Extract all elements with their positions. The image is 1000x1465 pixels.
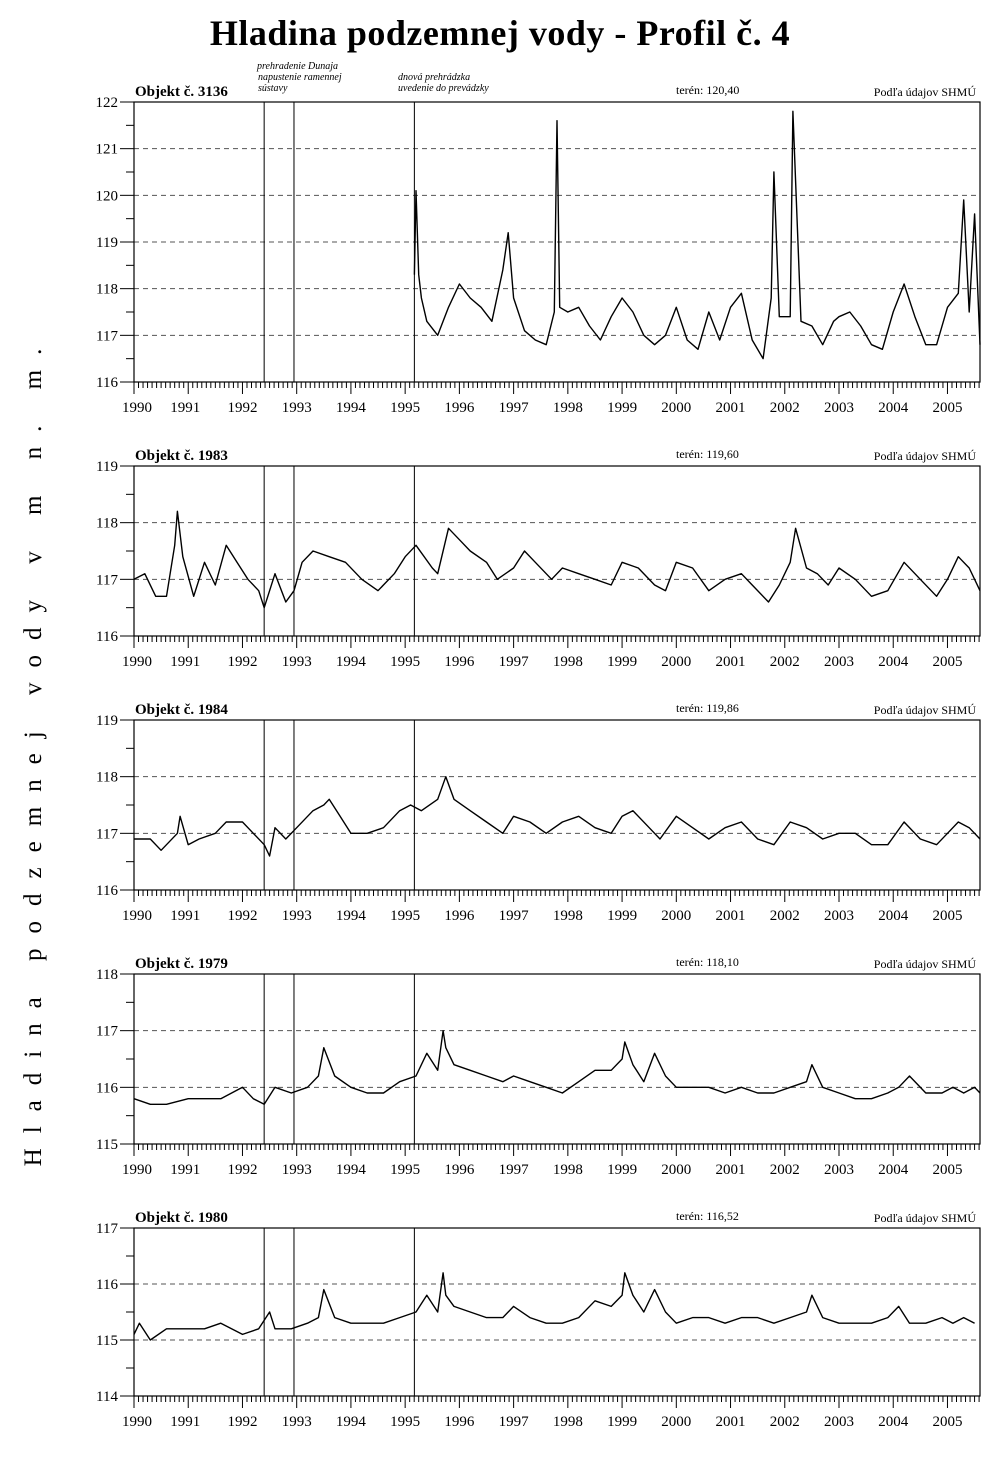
page-title: Hladina podzemnej vody - Profil č. 4 [209,13,791,53]
x-tick-label-2004: 2004 [878,654,909,670]
x-tick-label-1998: 1998 [552,908,583,924]
annotation-dnova: dnová prehrádzka [398,72,471,83]
x-tick-label-2005: 2005 [932,1162,963,1178]
x-tick-label-2005: 2005 [932,654,963,670]
x-tick-label-2001: 2001 [715,654,746,670]
x-tick-label-1992: 1992 [227,1414,258,1430]
x-tick-label-2004: 2004 [878,908,909,924]
x-tick-label-1996: 1996 [444,654,475,670]
x-tick-label-2005: 2005 [932,1414,963,1430]
x-tick-label-1996: 1996 [444,1162,475,1178]
x-tick-label-1992: 1992 [227,1162,258,1178]
x-tick-label-1994: 1994 [335,400,366,416]
x-tick-label-1990: 1990 [122,654,152,670]
x-tick-label-1990: 1990 [122,400,152,416]
x-tick-label-2003: 2003 [824,1414,854,1430]
x-tick-label-1993: 1993 [281,908,312,924]
x-tick-label-2002: 2002 [769,400,800,416]
x-tick-label-1991: 1991 [170,1162,201,1178]
source-label: Podľa údajov SHMÚ [873,703,976,717]
x-tick-label-1994: 1994 [335,908,366,924]
x-tick-label-1993: 1993 [281,1162,312,1178]
plot-frame [134,1228,980,1396]
x-tick-label-1991: 1991 [170,908,201,924]
x-tick-label-2002: 2002 [769,654,800,670]
x-tick-label-1992: 1992 [227,654,258,670]
y-tick-label: 115 [96,1333,118,1349]
y-tick-label: 116 [96,883,118,899]
y-tick-label: 117 [96,328,118,345]
y-tick-label: 115 [96,1137,118,1153]
x-tick-label-1991: 1991 [170,400,201,416]
object-label: Objekt č. 1980 [135,1210,228,1226]
x-tick-label-1999: 1999 [607,1414,638,1430]
x-tick-label-1995: 1995 [390,1162,421,1178]
object-label: Objekt č. 1979 [135,956,228,972]
data-series-line [134,511,980,607]
y-tick-label: 118 [96,281,118,298]
x-tick-label-1998: 1998 [552,400,583,416]
x-tick-label-2002: 2002 [769,1414,800,1430]
chart-panel-4 [96,955,980,1178]
y-tick-label: 116 [96,375,118,391]
event-annotations [256,61,489,94]
terrain-label: terén: 119,60 [676,447,739,461]
chart-panel-1 [96,83,981,416]
chart-panel-2 [96,447,980,670]
terrain-label: terén: 118,10 [676,955,739,969]
y-tick-label: 116 [96,1277,118,1293]
object-label: Objekt č. 1983 [135,448,228,464]
annotation-prehradenie: prehradenie Dunaja [257,61,339,72]
x-tick-label-1999: 1999 [607,1162,638,1178]
annotation-sustavy: sústavy [258,83,288,94]
x-tick-label-2004: 2004 [878,400,909,416]
x-tick-label-1993: 1993 [281,400,312,416]
x-tick-label-1993: 1993 [281,1414,312,1430]
x-tick-label-1998: 1998 [552,654,583,670]
source-label: Podľa údajov SHMÚ [873,957,976,971]
x-tick-label-1999: 1999 [607,400,638,416]
data-series-line [134,777,980,856]
plot-frame [134,720,980,890]
x-tick-label-1999: 1999 [607,654,638,670]
x-tick-label-1998: 1998 [552,1414,583,1430]
source-label: Podľa údajov SHMÚ [873,449,976,463]
x-tick-label-1997: 1997 [498,400,529,416]
source-label: Podľa údajov SHMÚ [873,85,976,99]
annotation-napustenie: napustenie ramennej [258,72,342,83]
x-tick-label-1997: 1997 [498,654,529,670]
x-tick-label-2005: 2005 [932,400,963,416]
x-tick-label-1999: 1999 [607,908,638,924]
x-tick-label-2003: 2003 [824,1162,854,1178]
x-tick-label-1998: 1998 [552,1162,583,1178]
x-tick-label-1997: 1997 [498,908,529,924]
annotation-uvedenie: uvedenie do prevádzky [398,83,489,94]
data-series-line [134,1031,980,1105]
y-tick-label: 119 [96,235,118,251]
plot-frame [134,974,980,1144]
x-tick-label-1997: 1997 [498,1162,529,1178]
x-tick-label-1990: 1990 [122,1414,152,1430]
x-tick-label-2001: 2001 [715,1414,746,1430]
x-tick-label-1995: 1995 [390,654,421,670]
x-tick-label-1995: 1995 [390,400,421,416]
source-label: Podľa údajov SHMÚ [873,1211,976,1225]
terrain-label: terén: 116,52 [676,1209,739,1223]
x-tick-label-2001: 2001 [715,908,746,924]
x-tick-label-1994: 1994 [335,1414,366,1430]
x-tick-label-2001: 2001 [715,400,746,416]
chart-panel-3 [96,701,980,924]
plot-frame [134,466,980,636]
object-label: Objekt č. 1984 [135,702,228,718]
chart-panel-5 [96,1209,980,1430]
x-tick-label-2004: 2004 [878,1414,909,1430]
x-tick-label-1996: 1996 [444,400,475,416]
terrain-label: terén: 119,86 [676,701,739,715]
x-tick-label-2000: 2000 [661,1162,692,1178]
x-tick-label-2000: 2000 [661,400,692,416]
x-tick-label-2005: 2005 [932,908,963,924]
x-tick-label-1992: 1992 [227,400,258,416]
x-tick-label-1994: 1994 [335,654,366,670]
x-tick-label-1990: 1990 [122,1162,152,1178]
y-tick-label: 117 [96,572,118,589]
y-tick-label: 120 [95,188,118,205]
y-tick-label: 122 [95,95,118,111]
x-tick-label-1990: 1990 [122,908,152,924]
x-tick-label-1995: 1995 [390,908,421,924]
x-tick-label-2002: 2002 [769,908,800,924]
y-tick-label: 118 [96,515,118,532]
x-tick-label-1996: 1996 [444,1414,475,1430]
x-tick-label-1995: 1995 [390,1414,421,1430]
y-tick-label: 117 [96,1221,118,1237]
data-series-line [134,1273,975,1340]
y-tick-label: 118 [96,769,118,786]
x-tick-label-2003: 2003 [824,908,854,924]
x-tick-label-1991: 1991 [170,654,201,670]
y-tick-label: 117 [96,1023,118,1040]
x-tick-label-1996: 1996 [444,908,475,924]
y-tick-label: 118 [96,967,118,983]
x-tick-label-1991: 1991 [170,1414,201,1430]
x-tick-label-2000: 2000 [661,1414,692,1430]
x-tick-label-2000: 2000 [661,654,692,670]
y-tick-label: 119 [96,713,118,729]
y-tick-label: 116 [96,1080,118,1097]
x-tick-label-1993: 1993 [281,654,312,670]
data-series-line [414,111,980,358]
y-tick-label: 116 [96,629,118,645]
x-tick-label-2002: 2002 [769,1162,800,1178]
terrain-label: terén: 120,40 [676,83,740,97]
y-axis-label: Hladina podzemnej vody v m n. m. [20,333,47,1167]
x-tick-label-1992: 1992 [227,908,258,924]
y-tick-label: 119 [96,459,118,475]
y-tick-label: 121 [95,141,118,158]
x-tick-label-2004: 2004 [878,1162,909,1178]
x-tick-label-2003: 2003 [824,400,854,416]
y-tick-label: 114 [96,1389,118,1405]
y-tick-label: 117 [96,826,118,843]
x-tick-label-2000: 2000 [661,908,692,924]
x-tick-label-1997: 1997 [498,1414,529,1430]
x-tick-label-1994: 1994 [335,1162,366,1178]
object-label: Objekt č. 3136 [135,84,228,100]
x-tick-label-2003: 2003 [824,654,854,670]
x-tick-label-2001: 2001 [715,1162,746,1178]
